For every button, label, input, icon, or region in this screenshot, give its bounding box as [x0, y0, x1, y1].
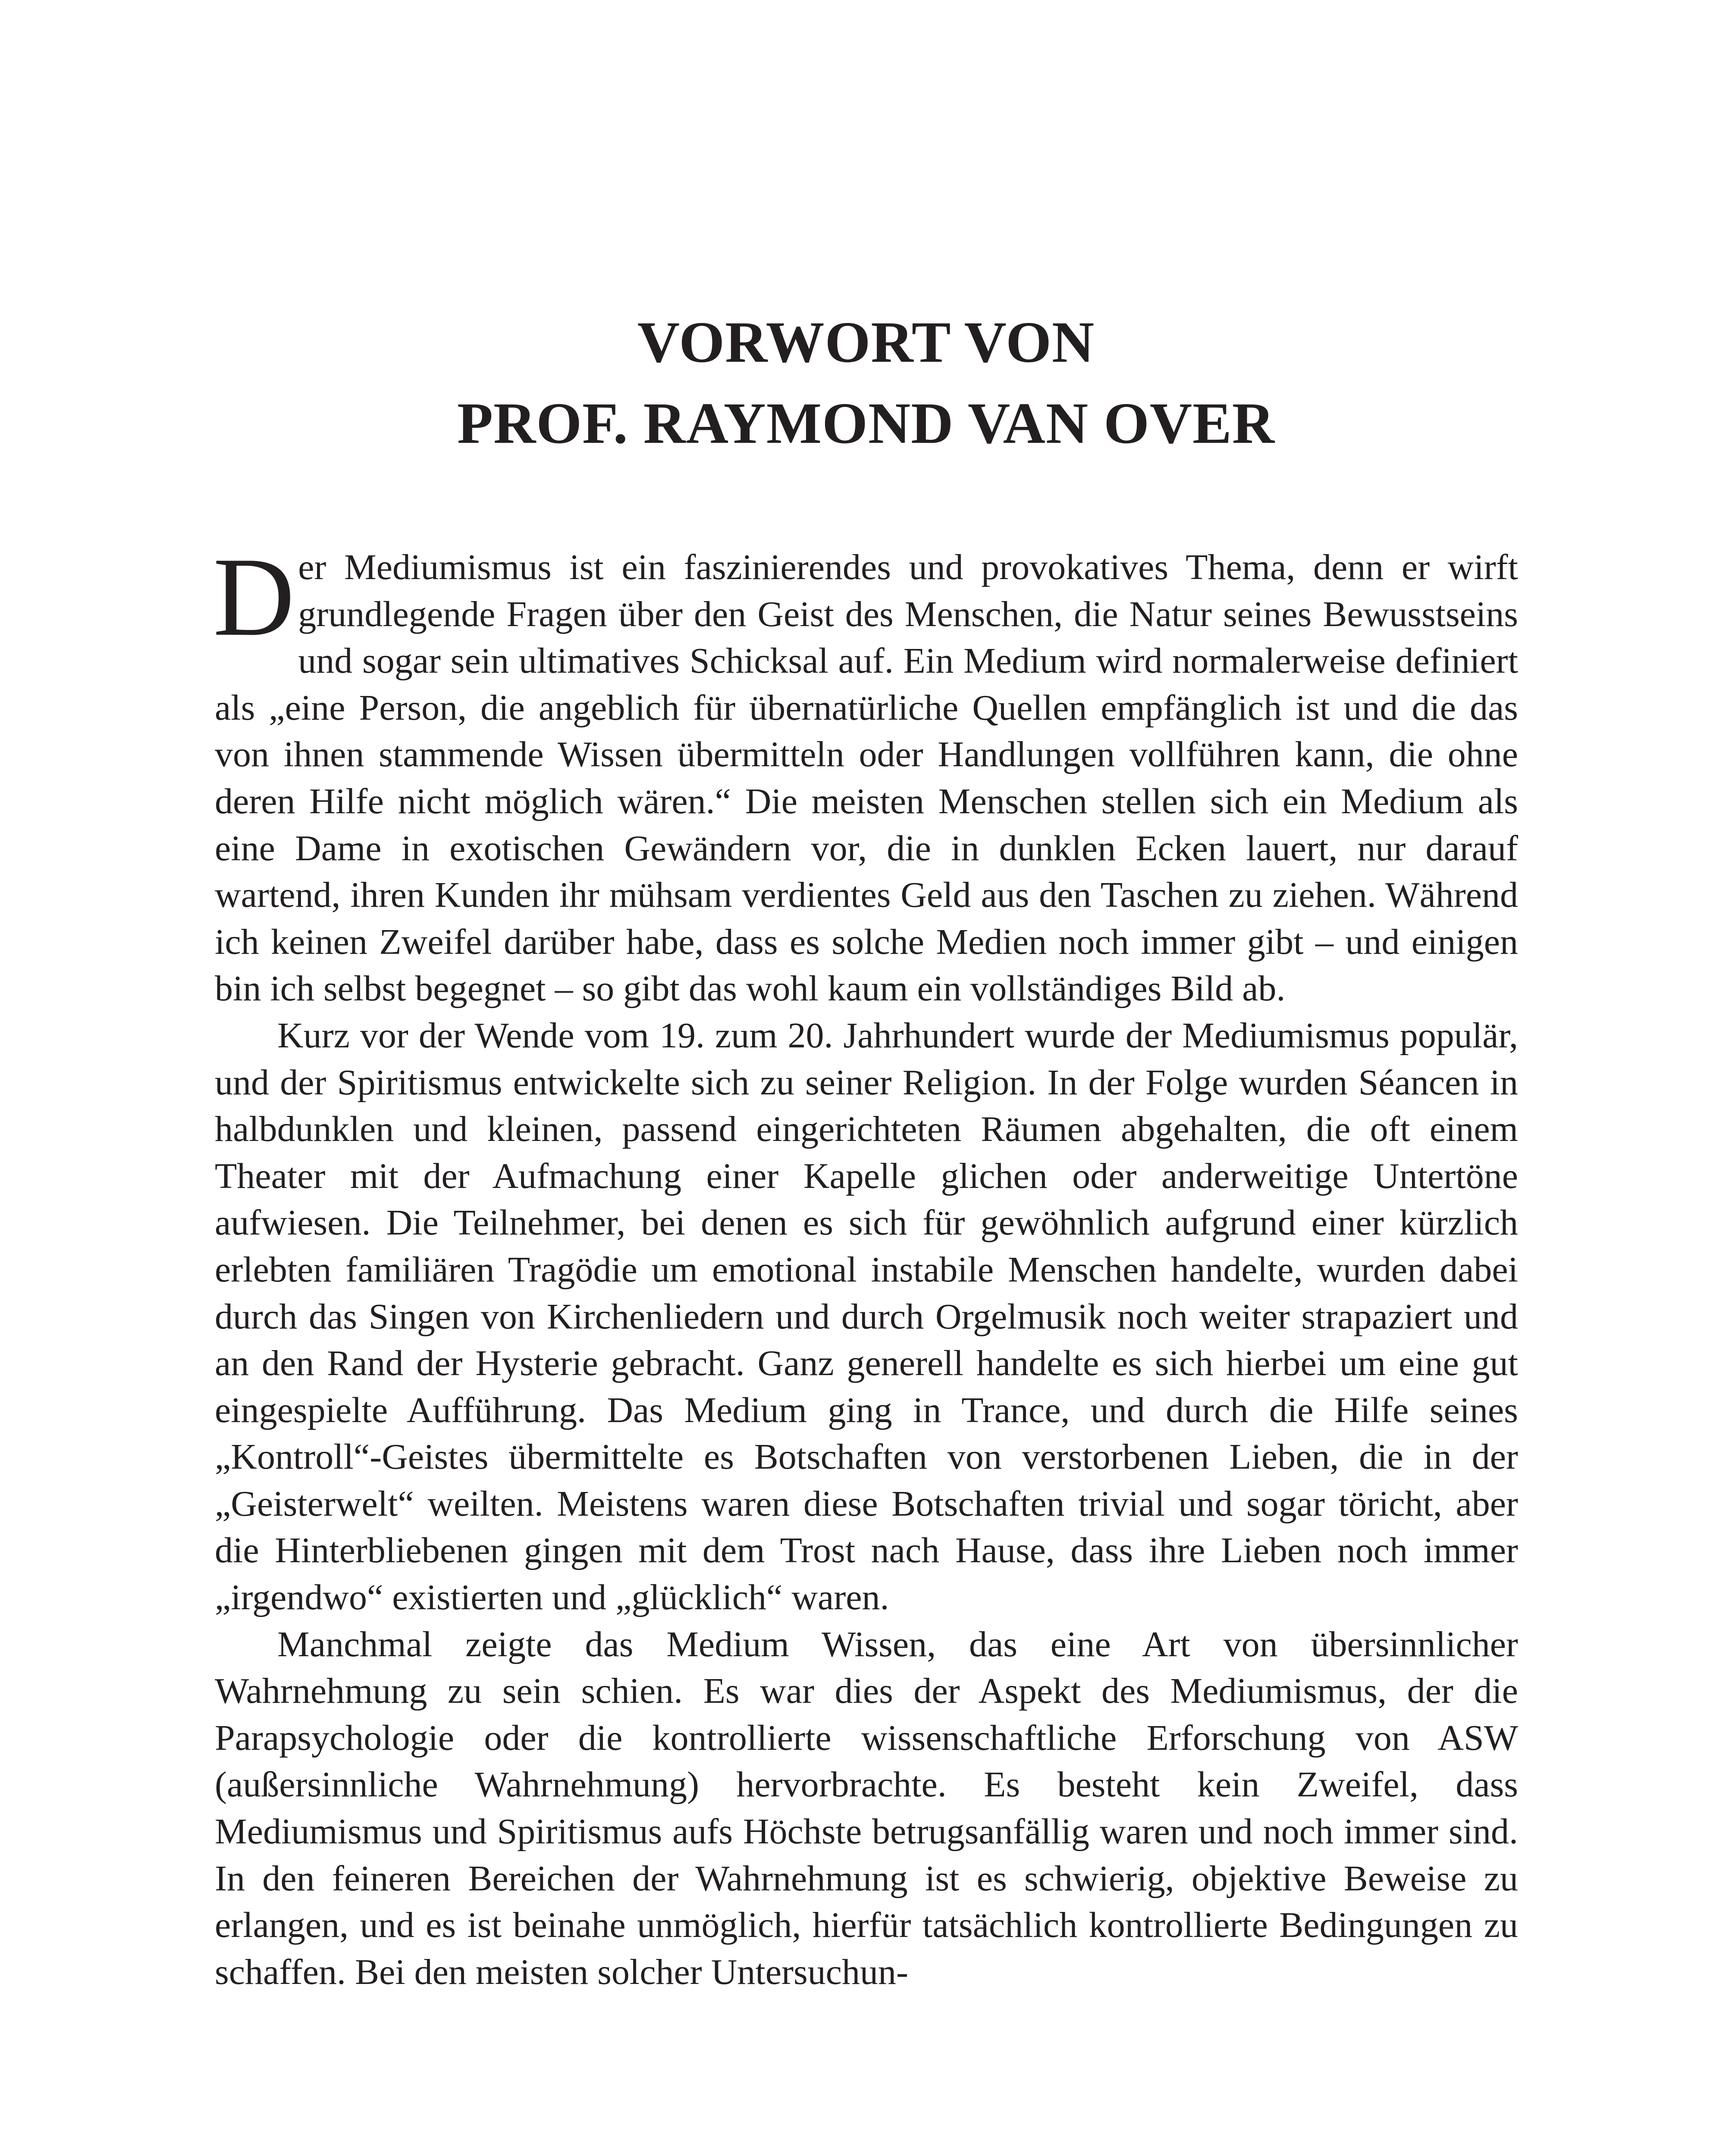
body-text — [213, 534, 1518, 1996]
drop-cap: D — [213, 534, 295, 659]
paragraph-1 — [213, 534, 1518, 1012]
chapter-title — [0, 302, 1732, 464]
paragraph-2: Kurz vor der Wende vom 19. zum 20. Jahrhundert wurde der Mediumismus populär, und der Spiritismus entwickelte sich zu seiner Religion. In der Folge wurden Séancen in halbdunklen und kleinen, passend eingerichteten Räumen abgehalten, die oft einem Theater mit der Aufmachung einer Kapelle glichen oder anderweitige Untertöne aufwiesen. Die Teilnehmer, bei denen es sich für gewöhnlich aufgrund einer kürzlich erlebten familiären Tragödie um emotional instabile Menschen handelte, wurden dabei durch das Singen von Kirchenliedern und durch Orgelmusik noch weiter strapaziert und an den Rand der Hysterie gebracht. Ganz generell handelte es sich hierbei um eine gut eingespielte Aufführung. Das Medium ging in Trance, und durch die Hilfe seines „Kontroll“-Geistes übermittelte es Botschaften von verstorbenen Lieben, die in der „Geisterwelt“ weilten. Meistens waren diese Botschaften trivial und sogar töricht, aber die Hinterbliebenen gingen mit dem Trost nach Hause, dass ihre Lieben noch immer „irgendwo“ existierten und „glücklich“ waren. — [215, 1015, 1518, 1618]
chapter-title-line-1: VORWORT VON — [637, 310, 1095, 375]
chapter-title-line-2: PROF. RAYMOND VAN OVER — [457, 391, 1275, 456]
paragraph-1-text: er Mediumismus ist ein faszinierendes und provokatives Thema, denn er wirft grundlegende Fragen über den Geist des Menschen, die Natur seines Bewusstseins und sogar sein ultimatives Schicksal auf. Ein Medium wird normalerweise definiert als „eine Person, die angeblich für übernatürliche Quellen empfänglich ist und die das von ihnen stammende Wissen übermitteln oder Handlungen vollführen kann, die ohne deren Hilfe nicht möglich wären.“ Die meisten Menschen stellen sich ein Medium als eine Dame in exotischen Gewändern vor, die in dunklen Ecken lauert, nur darauf wartend, ihren Kunden ihr mühsam verdientes Geld aus den Taschen zu ziehen. Während ich keinen Zweifel darüber habe, dass es solche Medien noch immer gibt – und einigen bin ich selbst begegnet – so gibt das wohl kaum ein vollständiges Bild ab. — [215, 547, 1518, 1009]
paragraph-3: Manchmal zeigte das Medium Wissen, das eine Art von übersinnlicher Wahrnehmung zu sein schien. Es war dies der Aspekt des Mediumismus, der die Parapsychologie oder die kontrollierte wissenschaftliche Erforschung von ASW (außersinnliche Wahrnehmung) hervorbrachte. Es besteht kein Zweifel, dass Mediumismus und Spiritismus aufs Höchste betrugsanfällig waren und noch immer sind. In den feineren Bereichen der Wahrnehmung ist es schwierig, objektive Beweise zu erlangen, und es ist beinahe unmöglich, hierfür tatsächlich kontrollierte Bedingungen zu schaffen. Bei den meisten solcher Untersuchun- — [215, 1624, 1518, 1992]
